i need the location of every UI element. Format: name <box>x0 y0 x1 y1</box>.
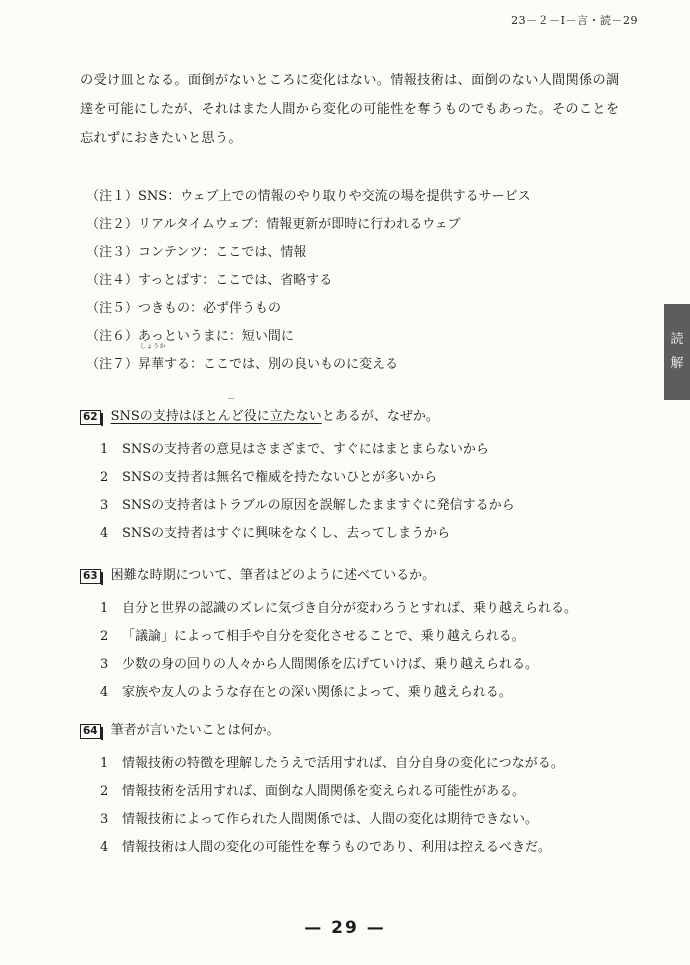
question-number: 63 <box>80 569 101 584</box>
passage-line: 達を可能にしたが、それはまた人間から変化の可能性を奪うものでもあった。そのことを <box>80 102 620 117</box>
note-text: リアルタイムウェブ：情報更新が即時に行われるウェブ <box>138 217 461 232</box>
option-number: 3 <box>100 498 109 513</box>
option-number: 4 <box>100 526 109 541</box>
option-number: 1 <box>100 442 109 457</box>
note-1 <box>86 183 606 211</box>
question-number: 64 <box>80 724 101 739</box>
note-label: （注１） <box>86 189 139 204</box>
option-text: SNSの支持者は無名で権威を持たないひとが多いから <box>122 470 438 485</box>
note-label: （注７） <box>86 357 139 372</box>
option-2[interactable] <box>80 464 620 492</box>
option-text: SNSの支持者はすぐに興味をなくし、去ってしまうから <box>122 526 451 541</box>
question-stem <box>80 718 620 744</box>
header-code: 23－２－Ⅰ－言・読－29 <box>511 14 638 27</box>
option-text: 家族や友人のような存在との深い関係によって、乗り越えられる。 <box>122 685 512 700</box>
question-number: 62 <box>80 410 101 425</box>
option-text: 情報技術によって作られた人間関係では、人間の変化は期待できない。 <box>122 812 539 827</box>
note-3 <box>86 239 606 267</box>
ruby-reading: しょうか <box>140 343 167 350</box>
note-text: コンテンツ：ここでは、情報 <box>138 245 307 260</box>
option-2[interactable] <box>80 623 620 651</box>
option-2[interactable] <box>80 778 620 806</box>
question-stem <box>80 404 620 430</box>
option-text: 情報技術の特徴を理解したうえで活用すれば、自分自身の変化につながる。 <box>122 756 564 771</box>
note-label: （注３） <box>86 245 139 260</box>
passage-line: の受け皿となる。面倒がないところに変化はない。情報技術は、面倒のない人間関係の調 <box>80 73 620 88</box>
option-number: 3 <box>100 812 109 827</box>
option-number: 3 <box>100 657 109 672</box>
note-term: 昇華 <box>138 357 165 372</box>
passage-paragraph <box>80 66 620 153</box>
note-7 <box>86 343 606 379</box>
option-list <box>80 750 620 862</box>
stray-mark <box>228 398 234 399</box>
footnotes <box>86 183 606 379</box>
option-number: 2 <box>100 470 109 485</box>
option-text: 情報技術は人間の変化の可能性を奪うものであり、利用は控えるべきだ。 <box>122 840 552 855</box>
question-text: とあるが、なぜか。 <box>321 409 439 424</box>
note-text: つきもの：必ず伴うもの <box>138 301 282 316</box>
question-63 <box>80 563 620 707</box>
note-text: すっとばす：ここでは、省略する <box>138 273 333 288</box>
question-text: 困難な時期について、筆者はどのように述べているか。 <box>110 568 436 583</box>
option-text: 少数の身の回りの人々から人間関係を広げていけば、乗り越えられる。 <box>122 657 539 672</box>
option-number: 2 <box>100 784 109 799</box>
option-4[interactable] <box>80 520 620 548</box>
option-list <box>80 436 620 548</box>
ruby-term <box>138 343 167 379</box>
section-tab-char: 解 <box>670 356 684 371</box>
section-tab-char: 読 <box>670 332 684 347</box>
section-tab <box>664 304 690 400</box>
underlined-phrase: SNSの支持はほとんど役に立たない <box>110 409 322 424</box>
option-text: SNSの支持者はトラブルの原因を誤解したまますぐに発信するから <box>122 498 515 513</box>
note-text: する：ここでは、別の良いものに変える <box>164 357 399 372</box>
note-label: （注５） <box>86 301 139 316</box>
option-number: 1 <box>100 601 109 616</box>
option-1[interactable] <box>80 750 620 778</box>
option-text: 自分と世界の認識のズレに気づき自分が変わろうとすれば、乗り越えられる。 <box>122 601 578 616</box>
page-number: — 29 — <box>304 918 386 938</box>
option-number: 4 <box>100 840 109 855</box>
option-number: 4 <box>100 685 109 700</box>
question-62 <box>80 404 620 548</box>
note-5 <box>86 295 606 323</box>
question-64 <box>80 718 620 862</box>
option-list <box>80 595 620 707</box>
option-text: SNSの支持者の意見はさまざまで、すぐにはまとまらないから <box>122 442 489 457</box>
option-number: 1 <box>100 756 109 771</box>
option-4[interactable] <box>80 834 620 862</box>
option-1[interactable] <box>80 595 620 623</box>
question-stem <box>80 563 620 589</box>
note-label: （注２） <box>86 217 139 232</box>
option-text: 「議論」によって相手や自分を変化させることで、乗り越えられる。 <box>122 629 525 644</box>
option-1[interactable] <box>80 436 620 464</box>
note-label: （注６） <box>86 329 139 344</box>
note-4 <box>86 267 606 295</box>
option-text: 情報技術を活用すれば、面倒な人間関係を変えられる可能性がある。 <box>122 784 526 799</box>
note-text: SNS：ウェブ上での情報のやり取りや交流の場を提供するサービス <box>138 189 531 204</box>
option-3[interactable] <box>80 806 620 834</box>
note-text: あっというまに：短い間に <box>138 329 294 344</box>
option-4[interactable] <box>80 679 620 707</box>
passage-line: 忘れずにおきたいと思う。 <box>80 131 242 146</box>
option-number: 2 <box>100 629 109 644</box>
option-3[interactable] <box>80 492 620 520</box>
question-text: 筆者が言いたいことは何か。 <box>110 723 280 738</box>
note-2 <box>86 211 606 239</box>
option-3[interactable] <box>80 651 620 679</box>
note-label: （注４） <box>86 273 139 288</box>
